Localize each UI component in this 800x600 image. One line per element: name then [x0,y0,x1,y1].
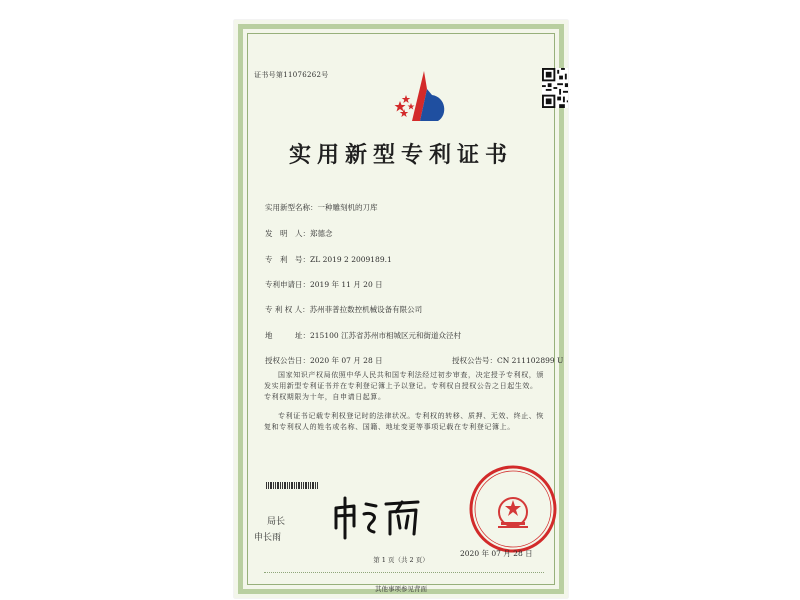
field-value: 2019 年 11 月 20 日 [310,280,383,289]
field-grant-number [452,355,563,366]
legal-status-paragraph: 专利证书记载专利权登记时的法律状况。专利权的转移、质押、无效、终止、恢复和专利权人的姓名或名称、国籍、地址变更等事项记载在专利登记簿上。 [264,412,544,431]
field-label: 授权公告号： [452,356,497,365]
signature-icon [328,494,428,540]
field-value: CN 211102899 U [497,356,564,365]
field-address [265,330,461,341]
field-label: 专 利 号： [265,255,310,264]
field-label: 专利申请日： [265,280,310,289]
field-value: 一种雕刻机的刀库 [317,203,378,212]
field-value: 215100 江苏省苏州市相城区元和街道众泾村 [310,331,462,340]
field-value: 郑德念 [310,229,333,238]
director-name: 申长雨 [254,533,282,543]
grant-statement-paragraph: 国家知识产权局依照中华人民共和国专利法经过初步审查，决定授予专利权，颁发实用新型专利证书并在专利登记簿上予以登记。专利权自授权公告之日起生效。专利权期限为十年，自申请日起算。 [264,371,544,401]
field-value: 苏州菲普拉数控机械设备有限公司 [309,305,423,314]
director-title: 局长 [267,517,286,527]
barcode-icon [266,482,318,489]
field-value: ZL 2019 2 2009189.1 [310,255,392,264]
certificate-number: 证书号第11076262号 [254,71,329,79]
field-utility-model-name [265,202,378,213]
cnipa-logo-icon [394,67,450,125]
certificate-paper [234,20,568,598]
footer-divider [264,572,544,573]
field-filing-date [265,279,383,290]
footer-note: 其他事项参见背面 [375,585,427,593]
certificate-title: 实用新型专利证书 [288,142,513,168]
field-label: 专 利 权 人： [265,305,310,314]
field-label: 地 址： [265,331,310,340]
official-seal-icon [468,464,558,554]
field-label: 授权公告日： [265,356,310,365]
page-number: 第 1 页（共 2 页） [373,556,429,564]
field-label: 发 明 人： [265,229,310,238]
field-patentee [265,304,422,315]
field-patent-number [265,254,392,265]
field-inventor [265,228,333,239]
qr-code-icon [542,68,568,108]
seal-date: 2020 年 07 月 28 日 [460,549,533,558]
field-grant-date [265,355,383,366]
field-value: 2020 年 07 月 28 日 [310,356,383,365]
field-label: 实用新型名称： [265,203,318,212]
